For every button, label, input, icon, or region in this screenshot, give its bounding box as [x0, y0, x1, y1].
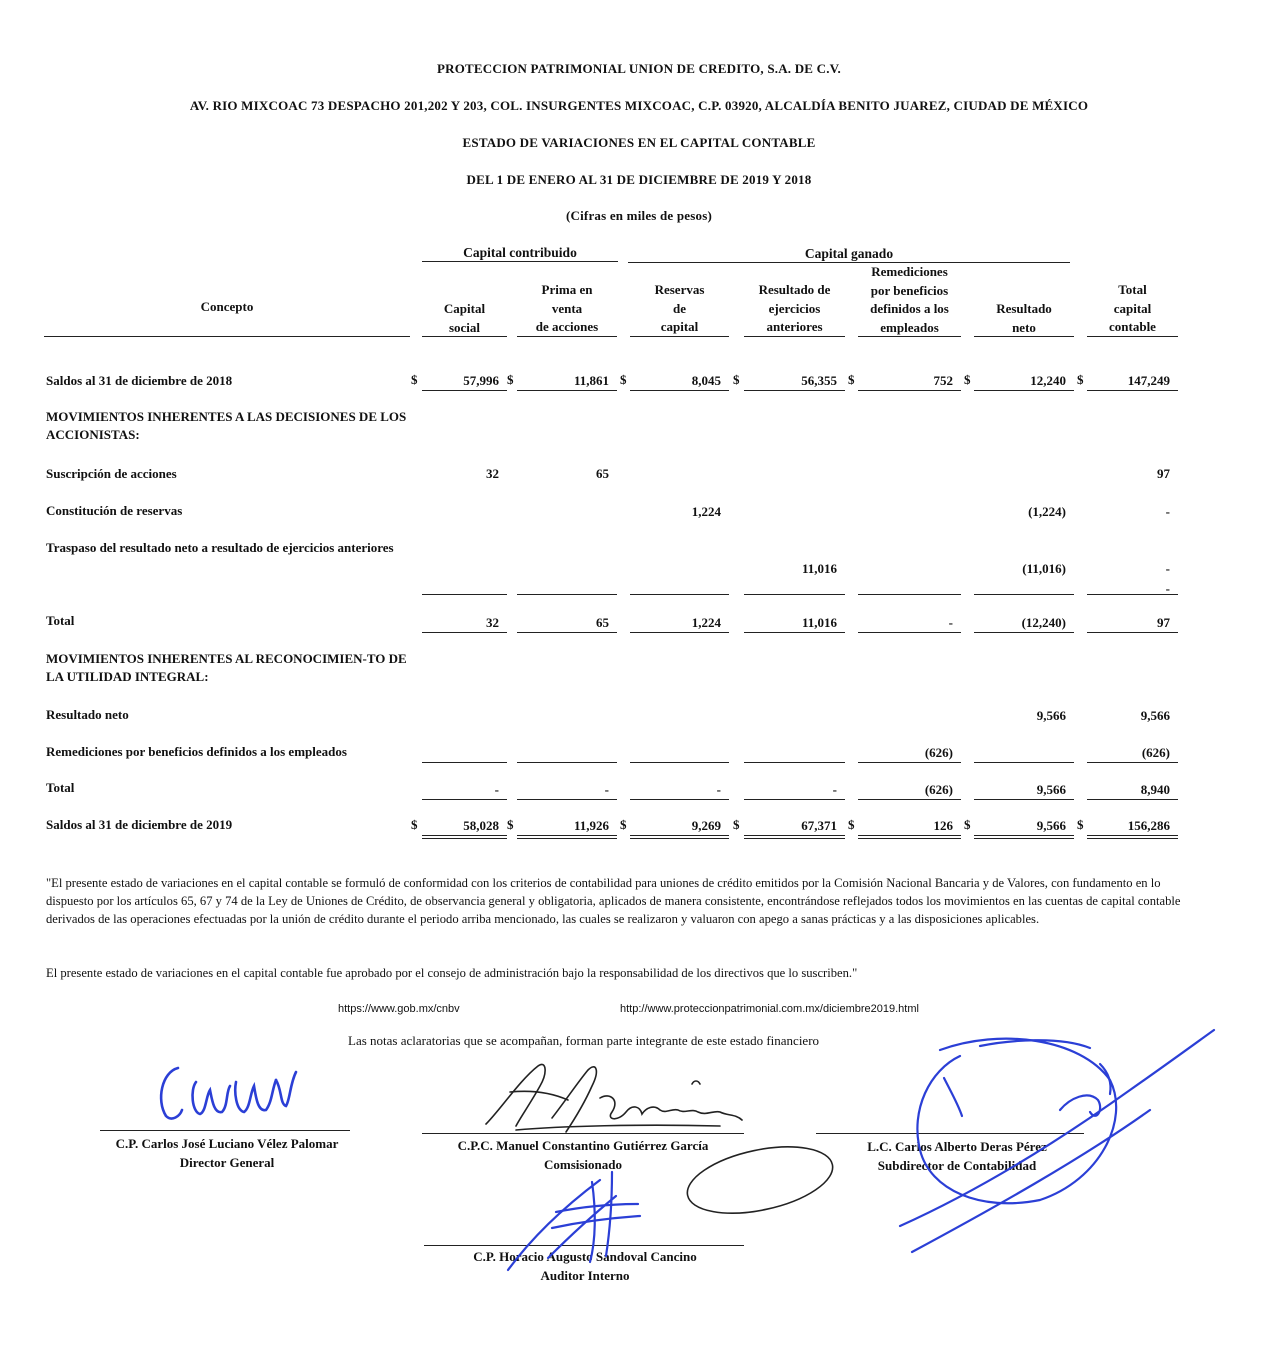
- cell-value: 9,566: [1140, 708, 1170, 723]
- cell-value: (1,224): [1028, 504, 1066, 519]
- company-link[interactable]: http://www.proteccionpatrimonial.com.mx/diciembre2019.html: [620, 1003, 919, 1015]
- column-header-line: neto: [1012, 319, 1036, 335]
- cell-double-underline: [858, 838, 961, 839]
- column-header-line: definidos a los: [870, 301, 949, 316]
- cell-underline: [422, 762, 507, 763]
- column-header-line: Reservas: [654, 282, 705, 297]
- row-label: Suscripción de acciones: [46, 466, 177, 481]
- row-label: Saldos al 31 de diciembre de 2019: [46, 817, 233, 832]
- cell-underline: [422, 594, 507, 595]
- cell-value: 58,028: [463, 818, 499, 833]
- cell-value: 9,566: [1036, 818, 1066, 833]
- cell-underline: [422, 799, 507, 800]
- cell-value: 11,016: [801, 615, 837, 630]
- column-header-line: Prima en: [541, 282, 593, 297]
- concept-header: Concepto: [200, 299, 254, 314]
- cell-underline: [744, 799, 845, 800]
- cell-underline: [517, 762, 617, 763]
- signature-director-general: [161, 1068, 296, 1118]
- currency-symbol: $: [848, 372, 855, 387]
- cell-value: 1,224: [691, 615, 721, 630]
- cell-value: 67,371: [801, 818, 837, 833]
- column-header-line: de acciones: [535, 319, 599, 334]
- column-header-line: Resultado de: [758, 282, 831, 297]
- group-underline: [628, 262, 1070, 263]
- column-header-line: capital: [1113, 300, 1152, 316]
- column-header-underline: [517, 336, 617, 337]
- cell-underline: [630, 835, 729, 836]
- column-header-line: Resultado: [996, 301, 1052, 316]
- signatory-3: [812, 1137, 1102, 1175]
- row-label: Total: [46, 780, 75, 795]
- cell-value: 9,269: [691, 818, 721, 833]
- currency-symbol: $: [620, 372, 627, 387]
- cell-underline: [422, 390, 507, 391]
- cell-value: -: [948, 615, 953, 630]
- cell-underline: [517, 799, 617, 800]
- currency-symbol: $: [964, 817, 971, 832]
- cell-value: -: [604, 782, 609, 797]
- signatory-title: Auditor Interno: [540, 1268, 630, 1283]
- column-header: [517, 281, 617, 337]
- cell-value: 65: [596, 615, 609, 630]
- cell-underline: [422, 835, 507, 836]
- signatory-1: [80, 1134, 374, 1172]
- cell-underline: [630, 799, 729, 800]
- signatory-name: L.C. Carlos Alberto Deras Pérez: [867, 1139, 1047, 1154]
- row-label: MOVIMIENTOS INHERENTES AL RECONOCIMIEN-TO DE LA UTILIDAD INTEGRAL:: [46, 651, 407, 684]
- column-header-line: empleados: [880, 319, 939, 335]
- column-header: [744, 281, 845, 337]
- cell-double-underline: [630, 838, 729, 839]
- cell-underline: [858, 835, 961, 836]
- cell-value: -: [494, 782, 499, 797]
- cell-value: 126: [933, 818, 953, 833]
- currency-symbol: $: [411, 372, 418, 387]
- statement-title: ESTADO DE VARIACIONES EN EL CAPITAL CONTABLE: [462, 135, 816, 150]
- group-capital-ganado: Capital ganado: [804, 246, 894, 261]
- cell-value: 8,045: [691, 373, 721, 388]
- cell-underline: [630, 594, 729, 595]
- cell-underline: [744, 835, 845, 836]
- signatory-name: C.P. Horacio Augusto Sandoval Cancino: [473, 1249, 697, 1264]
- cell-value: -: [1165, 504, 1170, 519]
- row-label: MOVIMIENTOS INHERENTES A LAS DECISIONES DE LOS ACCIONISTAS:: [46, 409, 407, 442]
- cell-value: -: [716, 782, 721, 797]
- company-name: PROTECCION PATRIMONIAL UNION DE CREDITO, S.A. DE C.V.: [436, 61, 842, 76]
- cell-double-underline: [422, 838, 507, 839]
- signature-line: [422, 1133, 744, 1134]
- cell-value: (626): [924, 782, 953, 797]
- currency-symbol: $: [733, 372, 740, 387]
- cell-underline: [744, 390, 845, 391]
- currency-symbol: $: [1077, 817, 1084, 832]
- cell-underline: [744, 632, 845, 633]
- row-label: Traspaso del resultado neto a resultado de ejercicios anteriores: [46, 540, 394, 555]
- cell-value: (11,016): [1022, 561, 1066, 576]
- cell-underline: [974, 762, 1074, 763]
- cell-underline: [744, 762, 845, 763]
- cell-underline: [744, 594, 845, 595]
- signatory-title: Subdirector de Contabilidad: [877, 1158, 1037, 1173]
- signatory-name: C.P.C. Manuel Constantino Gutiérrez García: [457, 1138, 709, 1153]
- column-header-line: Remediciones: [871, 264, 948, 279]
- signature-line: [816, 1133, 1084, 1134]
- cell-underline: [517, 632, 617, 633]
- cell-value: -: [1165, 561, 1170, 576]
- column-header-underline: [744, 336, 845, 337]
- cell-value: 97: [1157, 615, 1170, 630]
- cell-value: 12,240: [1030, 373, 1066, 388]
- currency-symbol: $: [507, 817, 514, 832]
- cell-value: 752: [933, 373, 953, 388]
- column-header-line: contable: [1109, 319, 1156, 334]
- currency-symbol: $: [411, 817, 418, 832]
- row-label: Total: [46, 613, 75, 628]
- column-header-underline: [974, 336, 1074, 337]
- column-header-underline: [1087, 336, 1178, 337]
- signatory-name: C.P. Carlos José Luciano Vélez Palomar: [115, 1136, 339, 1151]
- currency-symbol: $: [733, 817, 740, 832]
- cell-underline: [858, 594, 961, 595]
- column-header: [1087, 281, 1178, 337]
- column-header-line: social: [448, 319, 481, 335]
- currency-symbol: $: [1077, 372, 1084, 387]
- cell-value: 156,286: [1127, 818, 1170, 833]
- cell-value: 97: [1157, 466, 1170, 481]
- cell-value: 57,996: [463, 373, 499, 388]
- cell-value: 65: [596, 466, 609, 481]
- row-label: Remediciones por beneficios definidos a los empleados: [46, 744, 347, 759]
- cell-value: (626): [1141, 745, 1170, 760]
- column-header: [858, 263, 961, 337]
- cell-value: 11,926: [573, 818, 609, 833]
- cell-underline: [422, 632, 507, 633]
- column-header-line: venta: [551, 300, 583, 316]
- cell-value: 8,940: [1140, 782, 1170, 797]
- signatory-4: [420, 1247, 750, 1285]
- cell-underline: [974, 632, 1074, 633]
- currency-symbol: $: [964, 372, 971, 387]
- cell-underline: [630, 390, 729, 391]
- cell-value: 1,224: [691, 504, 721, 519]
- cell-value: -: [832, 782, 837, 797]
- cell-value: 147,249: [1127, 373, 1170, 388]
- column-header-line: de: [673, 300, 686, 316]
- column-header-underline: [630, 336, 729, 337]
- column-header-line: Capital: [443, 301, 486, 316]
- row-label: Saldos al 31 de diciembre de 2018: [46, 373, 233, 388]
- cell-underline: [517, 835, 617, 836]
- cell-underline: [630, 632, 729, 633]
- cell-value: 56,355: [801, 373, 837, 388]
- cell-value: 11,016: [801, 561, 837, 576]
- group-underline: [422, 261, 618, 262]
- cell-double-underline: [744, 838, 845, 839]
- cell-underline: [858, 762, 961, 763]
- row-label: Resultado neto: [46, 707, 129, 722]
- notes-line: Las notas aclaratorias que se acompañan, forman parte integrante de este estado financiero: [348, 1033, 820, 1048]
- signatory-title: Comsisionado: [543, 1157, 623, 1172]
- currency-symbol: $: [848, 817, 855, 832]
- currency-symbol: $: [620, 817, 627, 832]
- column-header-line: Total: [1118, 282, 1147, 297]
- concept-underline: [44, 336, 410, 337]
- cnbv-link[interactable]: https://www.gob.mx/cnbv: [338, 1003, 460, 1015]
- cell-value: 32: [486, 615, 499, 630]
- cell-double-underline: [974, 838, 1074, 839]
- units-note: (Cifras en miles de pesos): [565, 208, 713, 223]
- cell-underline: [1087, 632, 1178, 633]
- cell-underline: [974, 594, 1074, 595]
- cell-underline: [1087, 799, 1178, 800]
- cell-value: 11,861: [573, 373, 609, 388]
- cell-value: 9,566: [1036, 708, 1066, 723]
- cell-value: (12,240): [1021, 615, 1066, 630]
- group-capital-contribuido: Capital contribuido: [463, 245, 577, 260]
- company-address: AV. RIO MIXCOAC 73 DESPACHO 201,202 Y 203, COL. INSURGENTES MIXCOAC, C.P. 03920, ALCALDÍA BENITO JUAREZ, CIUDAD DE MÉXICO: [189, 98, 1089, 113]
- cell-value-extra: -: [1165, 581, 1170, 596]
- signatory-title: Director General: [179, 1155, 275, 1170]
- cell-underline: [858, 799, 961, 800]
- cell-double-underline: [517, 838, 617, 839]
- cell-underline: [517, 390, 617, 391]
- signatory-2: [416, 1136, 750, 1174]
- cell-underline: [1087, 390, 1178, 391]
- cell-underline: [858, 390, 961, 391]
- signature-line: [100, 1130, 350, 1131]
- cell-underline: [630, 762, 729, 763]
- cell-underline: [1087, 835, 1178, 836]
- currency-symbol: $: [507, 372, 514, 387]
- cell-value: 32: [486, 466, 499, 481]
- cell-underline: [974, 835, 1074, 836]
- column-header: [974, 300, 1074, 337]
- statement-period: DEL 1 DE ENERO AL 31 DE DICIEMBRE DE 2019 Y 2018: [466, 172, 812, 187]
- signature-line: [424, 1245, 744, 1246]
- column-header-underline: [422, 336, 507, 337]
- approval-paragraph: El presente estado de variaciones en el capital contable fue aprobado por el consejo de administración bajo la responsabilidad de los directivos que lo suscriben.": [46, 966, 858, 980]
- cell-underline: [974, 799, 1074, 800]
- cell-value: 9,566: [1036, 782, 1066, 797]
- conformity-paragraph: "El presente estado de variaciones en el capital contable se formuló de conformidad con los criterios de contabilidad para uniones de crédito emitidos por la Comisión Nacional Bancaria y de Valores, con fundamento en lo dispuesto por los artículos 65, 67 y 74 de la Ley de Uniones de Crédito, de observancia general y obligatoria, aplicados de manera consistente, encontrándose reflejados todos los movimientos en las cuentas de capital contable derivados de las operaciones efectuadas por la unión de crédito durante el periodo arriba mencionado, las cuales se realizaron y valuaron con apego a sanas prácticas y a las disposiciones aplicables.: [46, 876, 1181, 926]
- column-header: [630, 281, 729, 337]
- column-header-line: capital: [660, 319, 699, 334]
- column-header-underline: [858, 336, 961, 337]
- column-header-line: por beneficios: [870, 282, 949, 298]
- cell-underline: [1087, 762, 1178, 763]
- cell-value: (626): [924, 745, 953, 760]
- row-label: Constitución de reservas: [46, 503, 183, 518]
- cell-double-underline: [1087, 838, 1178, 839]
- column-header: [422, 300, 507, 337]
- cell-underline: [517, 594, 617, 595]
- cell-underline: [858, 632, 961, 633]
- cell-underline: [974, 390, 1074, 391]
- column-header-line: ejercicios: [768, 300, 821, 316]
- column-header-line: anteriores: [766, 319, 823, 334]
